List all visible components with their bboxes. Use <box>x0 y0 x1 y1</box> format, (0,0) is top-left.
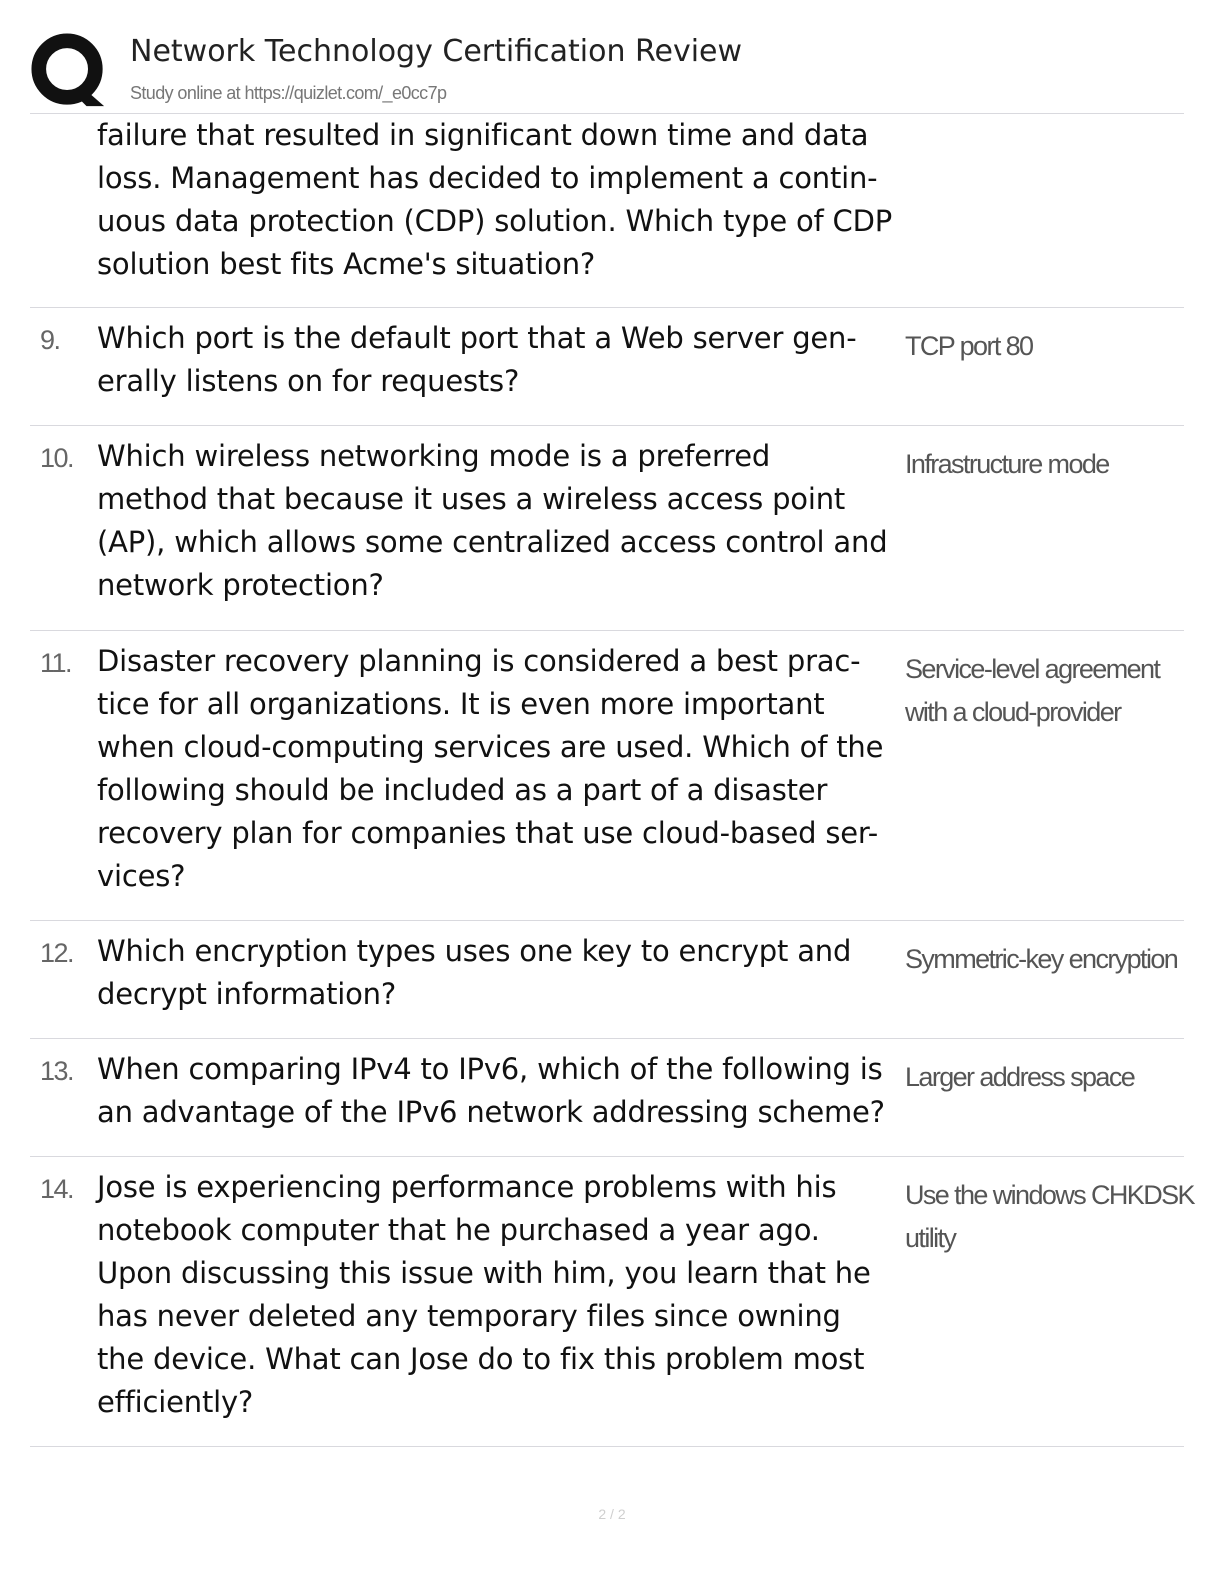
document-title: Network Technology Certification Review <box>130 34 743 69</box>
answer-text: Larger address space <box>905 1062 1135 1092</box>
question-text: Jose is experiencing performance problems with his notebook computer that he purchased a year ago. Upon discussing this issue with him, you learn that he has never deleted any temporary files since owning the device. What can Jose do to fix this problem most efficiently? <box>97 1170 871 1419</box>
item-number: 11. <box>40 648 72 678</box>
document-header <box>28 28 1188 114</box>
question-text: Which wireless networking mode is a preferred method that because it uses a wireless access point (AP), which allows some centralized access control and network protection? <box>97 439 888 602</box>
page-number: 2 / 2 <box>598 1506 626 1522</box>
item-number: 14. <box>40 1174 74 1204</box>
answer-text: TCP port 80 <box>905 331 1033 361</box>
divider <box>30 1156 1184 1157</box>
question-text: Disaster recovery planning is considered a best prac- tice for all organizations. It is even more important when cloud-computing services are used. Which of the following should be included as a part of a disaster recovery plan for companies that use cloud-based ser- vices? <box>97 644 884 893</box>
question-text: Which port is the default port that a Web server gen- erally listens on for requests? <box>97 321 857 398</box>
study-online-link[interactable]: Study online at https://quizlet.com/_e0cc7p <box>130 83 447 103</box>
question-text: Which encryption types uses one key to encrypt and decrypt information? <box>97 934 852 1011</box>
answer-text: Infrastructure mode <box>905 449 1109 479</box>
divider <box>30 1038 1184 1039</box>
item-number: 12. <box>40 938 74 968</box>
divider <box>30 920 1184 921</box>
quizlet-logo-icon <box>30 32 108 110</box>
answer-text: Service-level agreement with a cloud-provider <box>905 654 1160 727</box>
divider <box>30 1446 1184 1447</box>
item-number: 10. <box>40 443 74 473</box>
divider <box>30 630 1184 631</box>
divider <box>30 307 1184 308</box>
answer-text: Symmetric-key encryption <box>905 944 1178 974</box>
item-number: 9. <box>40 325 60 355</box>
divider <box>30 425 1184 426</box>
question-text: failure that resulted in significant down time and data loss. Management has decided to implement a contin- uous data protection (CDP) solution. Which type of CDP solution best fits Acme's situation? <box>97 118 893 281</box>
question-text: When comparing IPv4 to IPv6, which of the following is an advantage of the IPv6 network addressing scheme? <box>97 1052 885 1129</box>
answer-text: Use the windows CHKDSK utility <box>905 1180 1194 1253</box>
item-number: 13. <box>40 1056 74 1086</box>
